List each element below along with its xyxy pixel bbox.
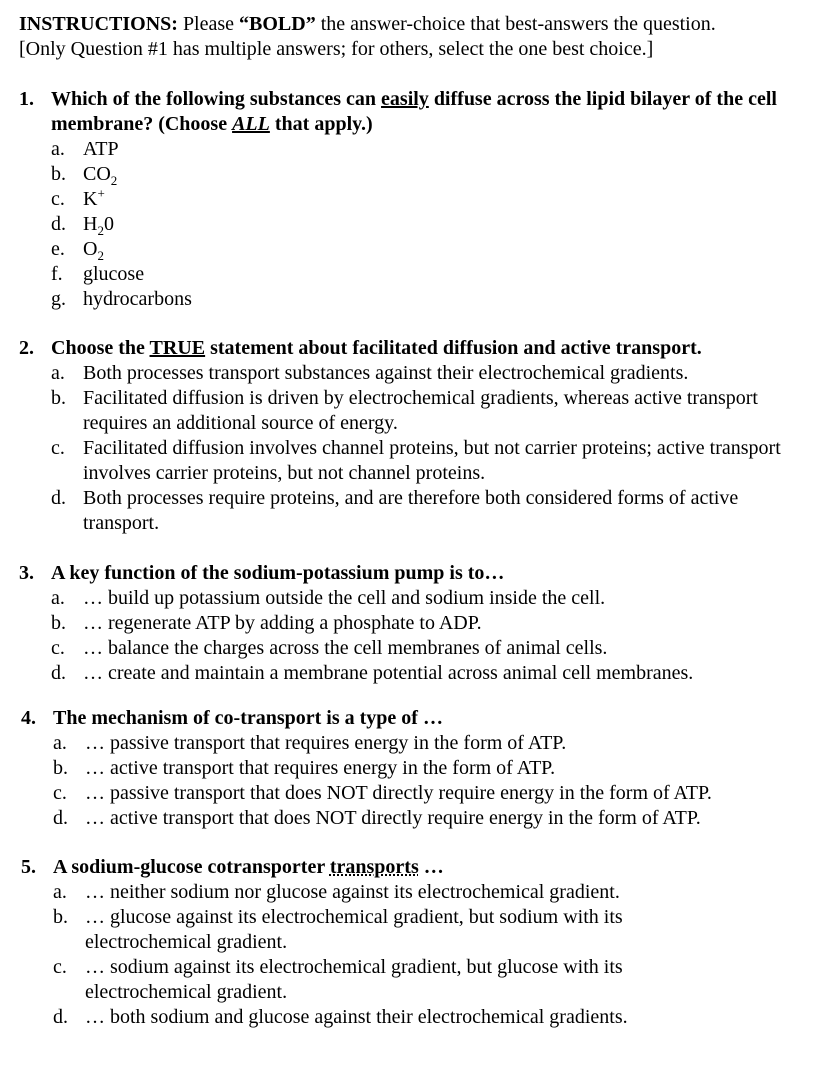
option-3a[interactable] — [19, 586, 809, 611]
question-3-stem — [19, 561, 809, 586]
option-text: … glucose against its electrochemical gradient, but sodium with its electrochemical gradient. — [85, 906, 623, 953]
option-1e[interactable] — [19, 237, 809, 262]
option-letter: d. — [51, 487, 66, 509]
option-text: … create and maintain a membrane potential across animal cell membranes. — [83, 662, 694, 684]
option-subscript: 2 — [110, 173, 118, 188]
option-text: K — [83, 188, 98, 210]
option-4a[interactable] — [21, 731, 811, 756]
instructions-text-2: the answer-choice that best-answers the question. — [315, 13, 716, 35]
option-text: … passive transport that does NOT directly require energy in the form of ATP. — [85, 782, 712, 804]
instructions-label: INSTRUCTIONS: — [19, 13, 178, 35]
stem-text: diffuse across the lipid bilayer of the cell membrane? (Choose — [51, 88, 777, 135]
option-subscript: 2 — [97, 248, 104, 263]
option-1f[interactable] — [19, 262, 809, 287]
option-text: Both processes transport substances against their electrochemical gradients. — [83, 362, 689, 384]
option-3d[interactable] — [19, 661, 809, 686]
stem-text: The mechanism of co-transport is a type of … — [53, 707, 443, 729]
option-2d[interactable] — [19, 486, 809, 536]
stem-text: A sodium-glucose cotransporter — [53, 856, 330, 878]
option-2a[interactable] — [19, 361, 809, 386]
option-text: ATP — [83, 138, 119, 160]
option-3b[interactable] — [19, 611, 809, 636]
question-1 — [19, 87, 809, 312]
option-letter: c. — [53, 956, 67, 978]
option-letter: c. — [51, 437, 65, 459]
option-letter: b. — [53, 757, 68, 779]
stem-text: statement about facilitated diffusion and active transport. — [205, 337, 702, 359]
stem-emphasis: ALL — [232, 113, 270, 135]
option-3c[interactable] — [19, 636, 809, 661]
question-number: 2. — [19, 337, 34, 359]
question-2 — [19, 336, 809, 536]
stem-text: A key function of the sodium-potassium pump is to… — [51, 562, 505, 584]
option-5b[interactable] — [21, 905, 681, 955]
option-text: H — [83, 213, 98, 235]
option-letter: a. — [53, 732, 67, 754]
option-4c[interactable] — [21, 781, 811, 806]
option-text: … neither sodium nor glucose against its electrochemical gradient. — [85, 881, 620, 903]
option-letter: d. — [53, 807, 68, 829]
stem-text: Choose the — [51, 337, 150, 359]
question-number: 4. — [21, 707, 36, 729]
question-number: 3. — [19, 562, 34, 584]
option-text: O — [83, 238, 98, 260]
option-letter: f. — [51, 263, 63, 285]
question-5-stem — [21, 855, 681, 880]
question-4-stem — [21, 706, 811, 731]
instructions-text-1: Please — [177, 13, 240, 35]
instructions — [19, 12, 809, 62]
option-superscript: + — [97, 185, 105, 201]
option-subscript: 2 — [97, 223, 104, 238]
option-text: … active transport that requires energy in the form of ATP. — [85, 757, 556, 779]
question-3 — [19, 561, 809, 686]
question-2-stem — [19, 336, 809, 361]
option-letter: b. — [51, 387, 66, 409]
instructions-line-1 — [19, 12, 809, 37]
option-text: Both processes require proteins, and are therefore both considered forms of active transport. — [83, 487, 739, 534]
option-text: CO — [83, 163, 111, 185]
option-letter: a. — [51, 138, 65, 160]
option-1b[interactable] — [19, 162, 809, 187]
option-letter: b. — [51, 163, 66, 185]
option-5a[interactable] — [21, 880, 681, 905]
option-text: … active transport that does NOT directly require energy in the form of ATP. — [85, 807, 701, 829]
option-4b[interactable] — [21, 756, 811, 781]
question-5 — [21, 855, 681, 1030]
stem-emphasis: TRUE — [149, 337, 206, 359]
option-letter: d. — [51, 213, 66, 235]
stem-text: that apply.) — [269, 113, 373, 135]
question-number: 1. — [19, 88, 34, 110]
question-1-stem — [19, 87, 809, 137]
stem-text: Which of the following substances can — [51, 88, 382, 110]
option-text: … regenerate ATP by adding a phosphate to ADP. — [83, 612, 482, 634]
option-text: … passive transport that requires energy in the form of ATP. — [85, 732, 567, 754]
option-5d[interactable] — [21, 1005, 681, 1030]
option-letter: g. — [51, 288, 66, 310]
option-letter: c. — [51, 637, 65, 659]
option-letter: c. — [53, 782, 67, 804]
option-1a[interactable] — [19, 137, 809, 162]
option-letter: a. — [51, 362, 65, 384]
option-letter: c. — [51, 188, 65, 210]
instructions-line-2: [Only Question #1 has multiple answers; for others, select the one best choice.] — [19, 38, 654, 60]
option-1c[interactable] — [19, 187, 809, 212]
option-text: glucose — [83, 263, 145, 285]
option-text: Facilitated diffusion is driven by electrochemical gradients, whereas active transport requires an additional source of energy. — [83, 387, 758, 434]
option-4d[interactable] — [21, 806, 811, 831]
option-letter: a. — [51, 587, 65, 609]
option-text: … sodium against its electrochemical gradient, but glucose with its electrochemical gradient. — [85, 956, 623, 1003]
option-text: … both sodium and glucose against their electrochemical gradients. — [85, 1006, 628, 1028]
option-text: Facilitated diffusion involves channel proteins, but not carrier proteins; active transport involves carrier proteins, but not channel proteins. — [83, 437, 781, 484]
option-letter: a. — [53, 881, 67, 903]
question-number: 5. — [21, 856, 36, 878]
option-letter: b. — [53, 906, 68, 928]
option-text: … balance the charges across the cell membranes of animal cells. — [83, 637, 608, 659]
option-1d[interactable] — [19, 212, 809, 237]
option-text: hydrocarbons — [83, 288, 192, 310]
option-text: … build up potassium outside the cell and sodium inside the cell. — [83, 587, 606, 609]
option-letter: d. — [51, 662, 66, 684]
stem-emphasis: transports — [329, 856, 419, 878]
option-2c[interactable] — [19, 436, 809, 486]
option-2b[interactable] — [19, 386, 809, 436]
option-letter: b. — [51, 612, 66, 634]
stem-text: … — [418, 856, 444, 878]
option-text: 0 — [103, 213, 114, 235]
instructions-bold-word: “BOLD” — [239, 13, 316, 35]
question-4 — [21, 706, 811, 831]
option-1g[interactable] — [19, 287, 809, 312]
option-letter: e. — [51, 238, 65, 260]
stem-emphasis: easily — [381, 88, 429, 110]
option-letter: d. — [53, 1006, 68, 1028]
option-5c[interactable] — [21, 955, 681, 1005]
